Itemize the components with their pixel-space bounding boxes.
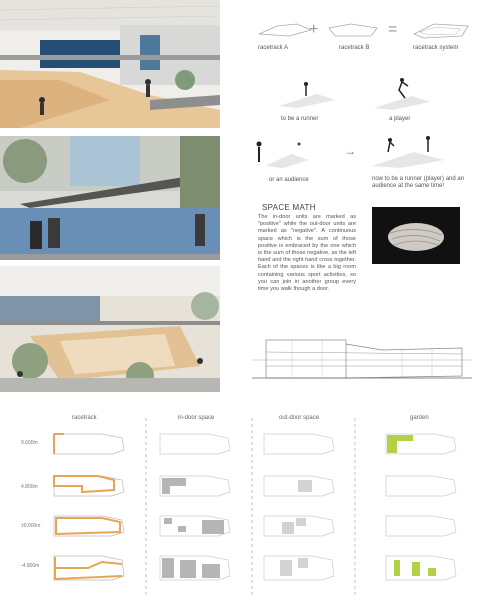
render-climbing-view (0, 136, 220, 260)
hands-icon (372, 207, 460, 264)
courtyard-illustration (0, 266, 220, 392)
level-label: 4.800m (21, 484, 38, 490)
garden-plan-0000 (384, 514, 458, 538)
combined-role-icon (370, 132, 446, 168)
audience-icon (251, 138, 311, 168)
racetrack-plan-0000 (52, 514, 126, 538)
building-section (252, 330, 472, 388)
outdoor-plan-4800 (262, 474, 336, 498)
climbing-illustration (0, 136, 220, 260)
column-title-outdoor: out-door space (279, 415, 320, 421)
outdoor-plan-minus4800 (262, 554, 336, 582)
column-title-garden: garden (410, 415, 429, 421)
column-title-racetrack: racetrack (72, 415, 97, 421)
column-divider (353, 418, 357, 598)
player-label: a player (389, 116, 411, 122)
runner-label: to be a runner (281, 116, 319, 122)
racetrack-b-sketch (325, 20, 385, 40)
racetrack-plan-9600 (52, 432, 126, 456)
garden-plan-minus4800 (384, 554, 458, 582)
outdoor-plan-0000 (262, 514, 336, 538)
garden-plan-4800 (384, 474, 458, 498)
racetrack-plan-minus4800 (52, 554, 126, 582)
indoor-plan-4800 (158, 474, 232, 498)
racetrack-a-label: racetrack A (258, 45, 289, 51)
audience-label: or an audience (269, 177, 309, 183)
indoor-plan-minus4800 (158, 554, 232, 582)
player-icon (372, 74, 432, 110)
column-divider (250, 418, 254, 598)
space-math-title: SPACE MATH (262, 203, 316, 212)
column-title-indoor: in-door space (178, 415, 215, 421)
level-label: 9.600m (21, 440, 38, 446)
space-math-text: The in-door units are marked as "positive" while the out-door units are marked as "negative". A continuous space which is the sum of those positive is embraced by the one which is the sum of those negative, as the left hand and the right hand cross together. Each of the spaces is like a big room containing various sport activities, so you can join in another group every time you walk though a door. (258, 214, 356, 293)
indoor-plan-0000 (158, 514, 232, 538)
plus-sign: + (309, 21, 319, 38)
indoor-plan-9600 (158, 432, 232, 456)
render-atrium-view (0, 0, 220, 128)
transition-arrow: → (344, 144, 356, 158)
equals-sign: = (388, 21, 398, 38)
runner-icon (277, 78, 337, 108)
level-label: -4.800m (21, 563, 40, 569)
racetrack-system-label: racetrack system (413, 45, 459, 51)
hands-photo (372, 207, 460, 264)
render-courtyard-view (0, 266, 220, 392)
garden-plan-9600 (384, 432, 458, 456)
atrium-illustration (0, 0, 220, 128)
racetrack-system-sketch (410, 20, 472, 42)
racetrack-a-sketch (255, 20, 315, 40)
racetrack-b-label: racetrack B (339, 45, 370, 51)
racetrack-plan-4800 (52, 474, 126, 498)
outdoor-plan-9600 (262, 432, 336, 456)
level-label: ±0.000m (21, 523, 41, 529)
combined-role-label: now to be a runner (player) and an audience at the same time! (372, 176, 465, 189)
column-divider (144, 418, 148, 598)
